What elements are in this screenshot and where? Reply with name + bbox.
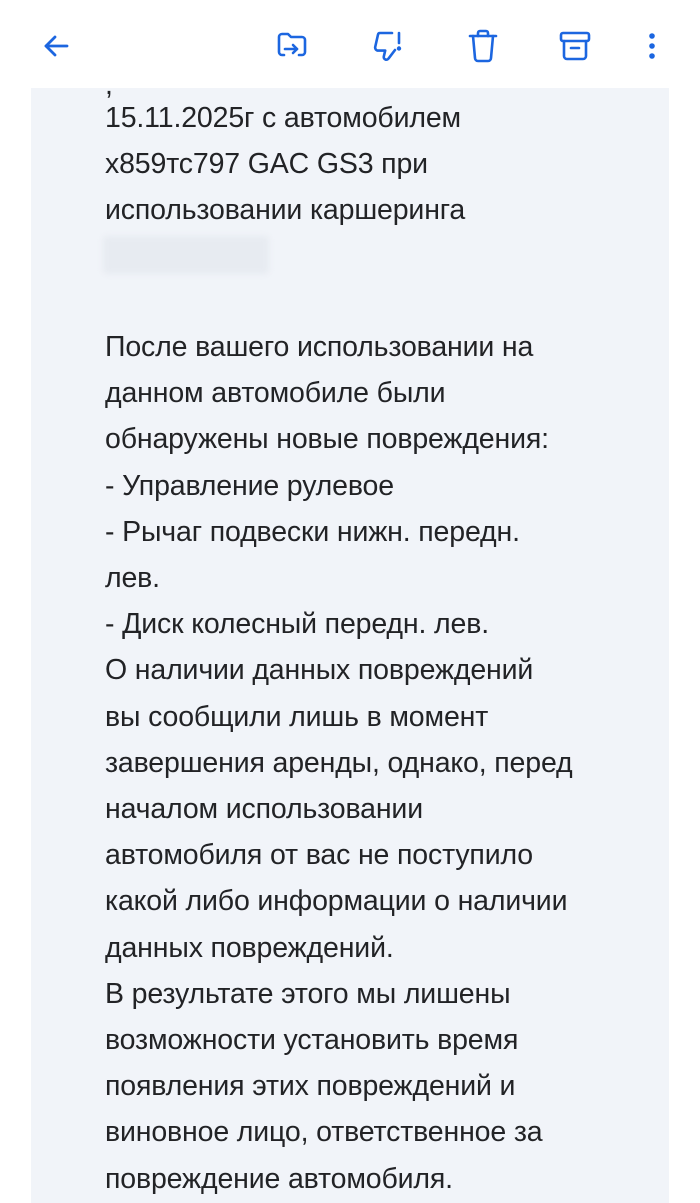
delete-button[interactable]	[461, 24, 505, 68]
message-text-top: 15.11.2025г с автомобилем х859тс797 GAC GS3 при использовании каршеринга	[105, 102, 466, 227]
arrow-left-icon	[40, 30, 72, 62]
back-button[interactable]	[34, 24, 78, 68]
report-spam-icon	[370, 28, 406, 64]
message-text-main: После вашего использовании на данном автомобиле были обнаружены новые повреждения: - Управление рулевое - Рычаг подвески нижн. передн. лев. - Диск колесный передн. лев. О наличии данных повреждений вы сообщили лишь в момент завершения аренды, однако, перед началом использовании автомобиля от вас не поступило какой либо информации о наличии данных повреждений. В результате этого мы лишены возможности установить время появления этих повреждений и виновное лицо, ответственное за повреждение автомобиля.	[105, 331, 573, 1195]
redacted-text	[103, 236, 269, 274]
more-vertical-icon	[647, 30, 657, 62]
message-body	[31, 86, 669, 1203]
trash-icon	[466, 28, 500, 64]
report-spam-button[interactable]	[366, 24, 410, 68]
archive-icon	[557, 28, 593, 64]
more-options-button[interactable]	[632, 24, 672, 68]
message-toolbar	[0, 0, 700, 88]
archive-button[interactable]	[553, 24, 597, 68]
move-to-folder-button[interactable]	[270, 24, 314, 68]
move-to-folder-icon	[274, 28, 310, 64]
